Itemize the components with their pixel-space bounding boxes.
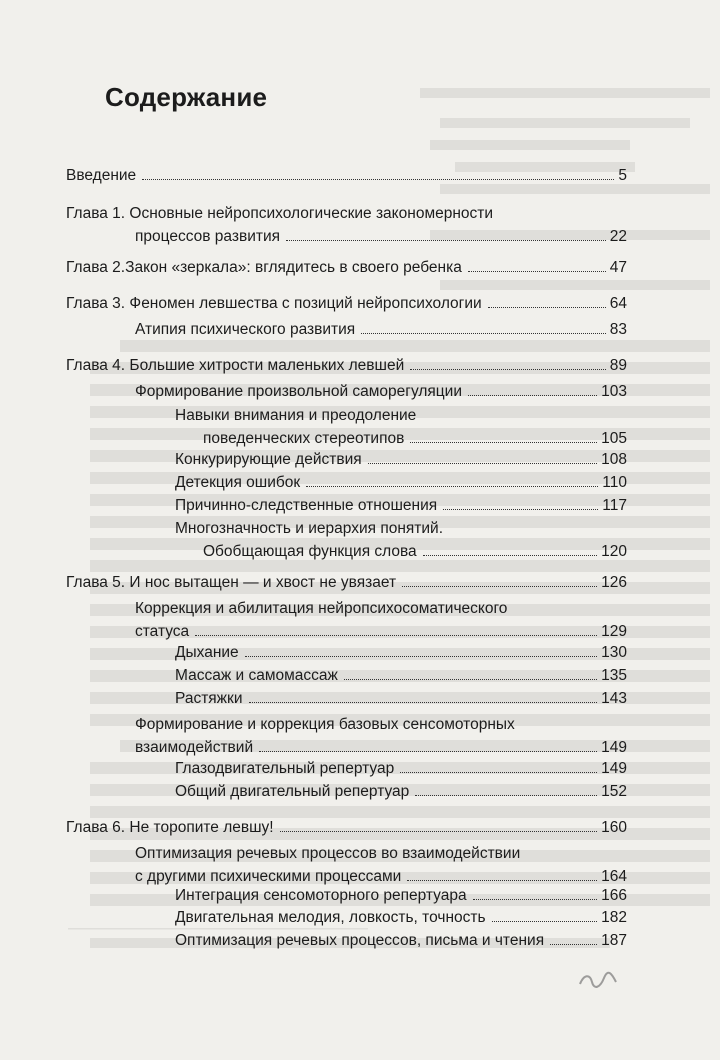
- toc-entry[interactable]: [66, 356, 627, 376]
- toc-entry-title: Формирование произвольной саморегуляции: [135, 383, 462, 400]
- toc-entry[interactable]: [66, 258, 627, 278]
- toc-entry-title: Глава 5. И нос вытащен — и хвост не увязает: [66, 574, 397, 591]
- toc-entry[interactable]: [135, 320, 627, 340]
- dot-leader: [410, 441, 597, 443]
- toc-entry-title: Оптимизация речевых процессов, письма и чтения: [175, 932, 545, 949]
- toc-entry-page: 108: [601, 451, 627, 468]
- toc-entry-page: 182: [601, 909, 627, 926]
- toc-entry[interactable]: [66, 204, 627, 247]
- toc-entry[interactable]: [175, 643, 627, 663]
- toc-entry-title: Глава 4. Большие хитрости маленьких левшей: [66, 357, 405, 374]
- toc-entry[interactable]: [135, 844, 627, 887]
- dot-leader: [361, 332, 606, 334]
- dot-leader: [142, 178, 614, 180]
- toc-entry[interactable]: [175, 931, 627, 951]
- toc-entry[interactable]: [66, 166, 627, 186]
- toc-entry-title: Конкурирующие действия: [175, 451, 362, 468]
- toc-entry[interactable]: [175, 496, 627, 516]
- toc-entry-page: 149: [601, 760, 627, 777]
- toc-entry[interactable]: [175, 666, 627, 686]
- dot-leader: [550, 943, 597, 945]
- dot-leader: [443, 508, 598, 510]
- toc-entry-title: Двигательная мелодия, ловкость, точность: [175, 909, 486, 926]
- toc-entry-page: 5: [618, 167, 627, 184]
- toc-entry-title: Интеграция сенсомоторного репертуара: [175, 887, 467, 904]
- toc-entry[interactable]: [66, 573, 627, 593]
- dot-leader: [344, 678, 597, 680]
- dot-leader: [402, 585, 597, 587]
- toc-entry-title: Дыхание: [175, 644, 239, 661]
- toc-entry[interactable]: [135, 599, 627, 642]
- toc-entry-title: Коррекция и абилитация нейропсихосоматического: [135, 600, 508, 617]
- toc-entry-title-cont: статуса: [135, 623, 190, 640]
- toc-entry-page: 83: [609, 321, 627, 338]
- toc-entry-title: Глазодвигательный репертуар: [175, 760, 395, 777]
- dot-leader: [286, 239, 606, 241]
- toc-entry-title-cont: Обобщающая функция слова: [203, 543, 417, 560]
- decorative-squiggle-icon: [578, 970, 618, 990]
- toc-entry-page: 89: [609, 357, 627, 374]
- dot-leader: [468, 394, 597, 396]
- toc-entry-title: Оптимизация речевых процессов во взаимодействии: [135, 845, 521, 862]
- toc-title: Содержание: [105, 82, 268, 112]
- toc-entry-title-cont: с другими психическими процессами: [135, 868, 402, 885]
- dot-leader: [249, 701, 598, 703]
- toc-entry-page: 110: [602, 474, 627, 491]
- dot-leader: [245, 655, 597, 657]
- toc-entry-title: Глава 2.Закон «зеркала»: вглядитесь в своего ребенка: [66, 259, 462, 276]
- toc-entry-title: Формирование и коррекция базовых сенсомоторных: [135, 716, 515, 733]
- toc-entry-page: 166: [601, 887, 627, 904]
- toc-entry-page: 103: [601, 383, 627, 400]
- toc-entry-title: Причинно-следственные отношения: [175, 497, 438, 514]
- toc-entry-page: 160: [601, 819, 627, 836]
- dot-leader: [195, 634, 597, 636]
- toc-entry[interactable]: [135, 715, 627, 758]
- dot-leader: [280, 830, 598, 832]
- dot-leader: [423, 554, 597, 556]
- toc-entry-title-cont: поведенческих стереотипов: [203, 430, 405, 447]
- toc-entry-page: 22: [609, 228, 627, 245]
- toc-entry-title: Массаж и самомассаж: [175, 667, 338, 684]
- dot-leader: [368, 462, 597, 464]
- dot-leader: [306, 485, 598, 487]
- toc-entry-page: 126: [601, 574, 627, 591]
- toc-entry[interactable]: [175, 782, 627, 802]
- toc-entry[interactable]: [66, 294, 627, 314]
- toc-entry-title: Глава 6. Не торопите левшу!: [66, 819, 274, 836]
- toc-entry-page: 47: [609, 259, 627, 276]
- toc-entry[interactable]: [175, 689, 627, 709]
- toc-entry-page: 130: [601, 644, 627, 661]
- toc-entry-page: 135: [601, 667, 627, 684]
- toc-entry-page: 164: [601, 868, 627, 885]
- toc-entry-page: 120: [601, 543, 627, 560]
- toc-entry-page: 117: [602, 497, 627, 514]
- toc-entry[interactable]: [175, 473, 627, 493]
- toc-entry-title: Глава 1. Основные нейропсихологические закономерности: [66, 205, 494, 222]
- toc-entry[interactable]: [175, 406, 627, 449]
- toc-entry-title-cont: взаимодействий: [135, 739, 254, 756]
- toc-entry-title-cont: процессов развития: [135, 228, 281, 245]
- toc-entry-title: Атипия психического развития: [135, 321, 356, 338]
- toc-entry-title: Глава 3. Феномен левшества с позиций нейропсихологии: [66, 295, 482, 312]
- toc-entry[interactable]: [175, 759, 627, 779]
- toc-entry[interactable]: [175, 450, 627, 470]
- dot-leader: [400, 771, 597, 773]
- toc-entry-page: 143: [601, 690, 627, 707]
- toc-entry[interactable]: [66, 818, 627, 838]
- dot-leader: [492, 920, 598, 922]
- toc-entry-page: 187: [601, 932, 627, 949]
- toc-entry-title: Общий двигательный репертуар: [175, 783, 410, 800]
- toc-entry-page: 64: [609, 295, 627, 312]
- dot-leader: [407, 879, 597, 881]
- dot-leader: [488, 306, 606, 308]
- dot-leader: [468, 270, 606, 272]
- dot-leader: [410, 368, 606, 370]
- toc-entry[interactable]: [175, 519, 627, 562]
- toc-entry-page: 152: [601, 783, 627, 800]
- toc-entry-title: Детекция ошибок: [175, 474, 301, 491]
- toc-entry[interactable]: [175, 908, 627, 928]
- dot-leader: [415, 794, 597, 796]
- toc-entry-page: 129: [601, 623, 627, 640]
- toc-entry-page: 105: [601, 430, 627, 447]
- toc-entry-title: Многозначность и иерархия понятий.: [175, 520, 444, 537]
- dot-leader: [473, 898, 598, 900]
- toc-entry-title: Введение: [66, 167, 137, 184]
- toc-entry-title: Навыки внимания и преодоление: [175, 407, 417, 424]
- toc-entry-page: 149: [601, 739, 627, 756]
- toc-entry[interactable]: [175, 886, 627, 906]
- dot-leader: [259, 750, 597, 752]
- toc-entry-title: Растяжки: [175, 690, 243, 707]
- toc-entry[interactable]: [135, 382, 627, 402]
